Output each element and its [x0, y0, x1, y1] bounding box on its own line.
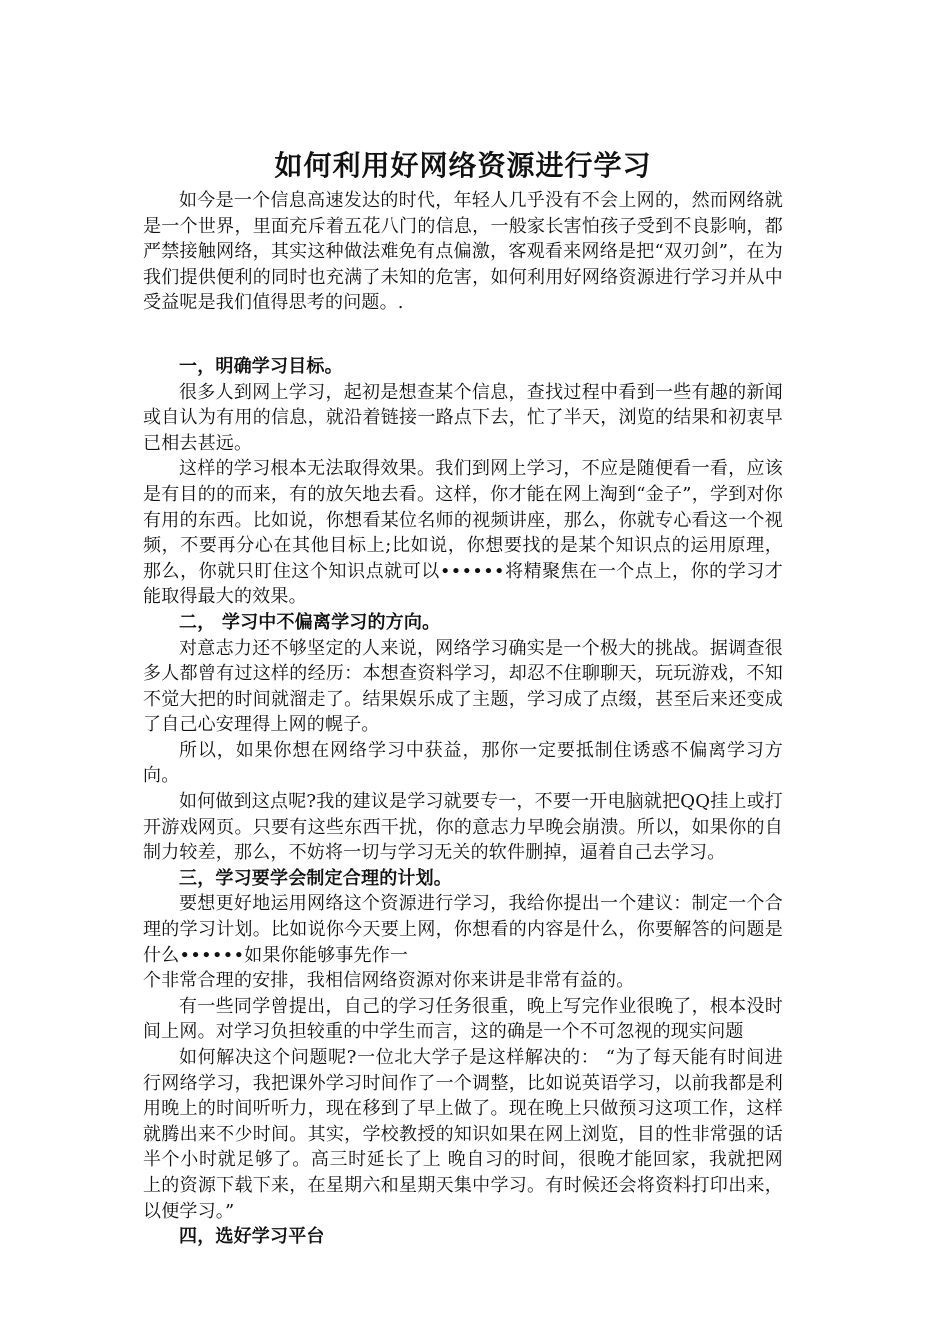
intro-paragraph: 如今是一个信息高速发达的时代，年轻人几乎没有不会上网的，然而网络就是一个世界，里面充斥着五花八门的信息，一般家长害怕孩子受到不良影响，都严禁接触网络，其实这种做法难免有点偏激，客观看来网络是把“双刃剑”，在为我们提供便利的同时也充满了未知的危害，如何利用好网络资源进行学习并从中受益呢是我们值得思考的问题。.	[143, 190, 783, 314]
section-1-paragraph-2: 这样的学习根本无法取得效果。我们到网上学习，不应是随便看一看，应该是有目的的而来，有的放矢地去看。这样，你才能在网上淘到“金子”，学到对你有用的东西。比如说，你想看某位名师的视频讲座，那么，你就专心看这一个视频，不要再分心在其他目标上;比如说，你想要找的是某个知识点的运用原理，那么，你就只盯住这个知识点就可以••••••将精聚焦在一个点上，你的学习才能取得最大的效果。	[143, 458, 783, 608]
paragraph-gap	[143, 316, 783, 354]
section-2-paragraph-1: 对意志力还不够坚定的人来说，网络学习确实是一个极大的挑战。据调查很多人都曾有过这样的经历：本想查资料学习，却忍不住聊聊天，玩玩游戏，不知不觉大把的时间就溜走了。结果娱乐成了主题，学习成了点缀，甚至后来还变成了自己心安理得上网的幌子。	[143, 637, 783, 736]
section-3-paragraph-1-continued: 个非常合理的安排，我相信网络资源对你来讲是非常有益的。	[143, 970, 635, 992]
section-1-paragraph-1: 很多人到网上学习，起初是想查某个信息，查找过程中看到一些有趣的新闻或自认为有用的信息，就沿着链接一路点下去，忙了半天，浏览的结果和初衷早已相去甚远。	[143, 381, 783, 454]
document-title: 如何利用好网络资源进行学习	[274, 149, 652, 182]
section-2-paragraph-2: 所以，如果你想在网络学习中获益，那你一定要抵制住诱惑不偏离学习方向。	[143, 739, 783, 787]
section-1-heading: 一，明确学习目标。	[179, 355, 343, 377]
section-3-paragraph-3: 如何解决这个问题呢?一位北大学子是这样解决的： “为了每天能有时间进行网络学习，我把课外学习时间作了一个调整，比如说英语学习，以前我都是利用晚上的时间听听力，现在移到了早上做了。现在晚上只做预习这项工作，这样就腾出来不少时间。其实，学校教授的知识如果在网上浏览，目的性非常强的话半个小时就足够了。高三时延长了上 晚自习的时间，很晚才能回家，我就把网上的资源下载下来，在星期六和星期天集中学习。有时候还会将资料打印出来，以便学习。”	[143, 1047, 783, 1222]
section-3-heading: 三，学习要学会制定合理的计划。	[179, 867, 452, 889]
section-3-paragraph-1: 要想更好地运用网络这个资源进行学习，我给你提出一个建议：制定一个合理的学习计划。比如说你今天要上网，你想看的内容是什么，你要解答的问题是什么••••••如果你能够事先作一	[143, 893, 783, 966]
section-4-heading: 四，选好学习平台	[179, 1226, 325, 1248]
section-2-paragraph-3: 如何做到这点呢?我的建议是学习就要专一，不要一开电脑就把QQ挂上或打开游戏网页。只要有这些东西干扰，你的意志力早晚会崩溃。所以，如果你的自制力较差，那么，不妨将一切与学习无关的软件删掉，逼着自己去学习。	[143, 791, 783, 864]
section-3-paragraph-2: 有一些同学曾提出，自己的学习任务很重，晚上写完作业很晚了，根本没时间上网。对学习负担较重的中学生而言，这的确是一个不可忽视的现实问题	[143, 995, 783, 1043]
section-2-heading: 二， 学习中不偏离学习的方向。	[179, 611, 441, 633]
document-page	[143, 148, 783, 1250]
